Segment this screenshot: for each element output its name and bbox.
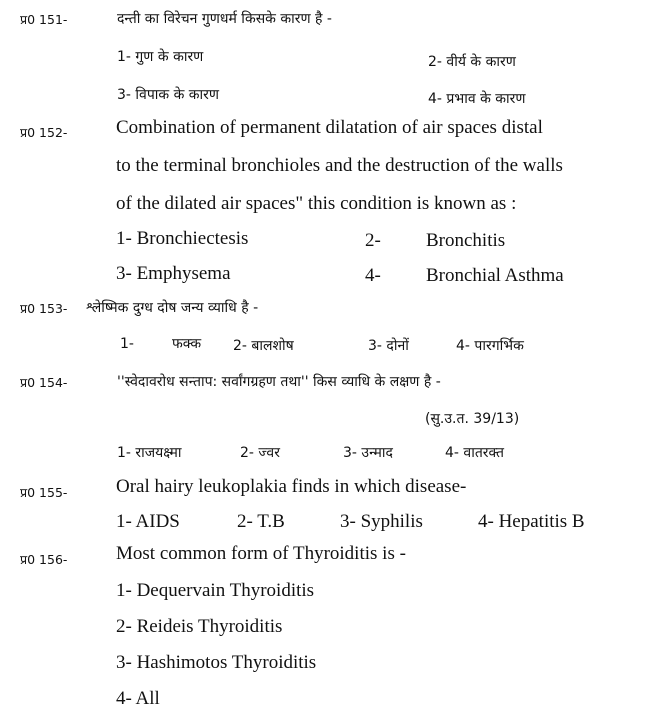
option-4: 4- पारगर्भिक: [456, 338, 524, 354]
option-3: 3- उन्माद: [343, 445, 393, 461]
option-3: 3- Syphilis: [340, 511, 423, 532]
option-2: 2- वीर्य के कारण: [428, 54, 516, 70]
option-2-label: Bronchitis: [426, 230, 506, 251]
option-1-number: 1-: [120, 336, 134, 352]
question-text: ''स्वेदावरोध सन्ताप: सर्वांगग्रहण तथा'' किस व्याधि के लक्षण है -: [117, 374, 441, 390]
question-text: दन्ती का विरेचन गुणधर्म किसके कारण है -: [117, 11, 332, 27]
option-3: 3- Hashimotos Thyroiditis: [116, 652, 317, 673]
option-4-label: Bronchial Asthma: [426, 265, 564, 286]
option-3: [116, 263, 231, 285]
question-number: प्र0 152-: [20, 125, 68, 140]
option-2: 2- Reideis Thyroiditis: [116, 616, 283, 637]
question-text-line-3: of the dilated air spaces" this condition is known as :: [116, 193, 517, 214]
option-4-number: 4-: [365, 265, 381, 286]
question-number: प्र0 154-: [20, 375, 68, 390]
option-2: 2- बालशोष: [233, 338, 294, 354]
option-number: 1-: [116, 228, 132, 249]
option-2: 2- ज्वर: [240, 445, 280, 461]
question-number: प्र0 156-: [20, 552, 68, 567]
option-label: Bronchiectesis: [136, 228, 249, 249]
option-4: 4- वातरक्त: [445, 445, 505, 461]
option-number: 3-: [116, 263, 132, 284]
option-1: 1- Dequervain Thyroiditis: [116, 580, 315, 601]
option-4: 4- Hepatitis B: [478, 511, 585, 532]
option-1-label: फक्क: [172, 336, 202, 352]
option-3: 3- विपाक के कारण: [117, 87, 220, 103]
option-label: Emphysema: [136, 263, 231, 284]
question-text: Oral hairy leukoplakia finds in which disease-: [116, 476, 467, 497]
question-number: प्र0 153-: [20, 301, 68, 316]
question-text-line-1: Combination of permanent dilatation of air spaces distal: [116, 117, 543, 138]
option-2-number: 2-: [365, 230, 381, 251]
question-text: Most common form of Thyroiditis is -: [116, 543, 406, 564]
question-number: प्र0 155-: [20, 485, 68, 500]
reference: (सु.उ.त. 39/13): [425, 411, 520, 427]
question-text: श्लेष्मिक दुग्ध दोष जन्य व्याधि है -: [86, 300, 259, 316]
option-3: 3- दोनों: [368, 338, 409, 354]
option-2: 2- T.B: [237, 511, 285, 532]
option-1: 1- गुण के कारण: [117, 49, 204, 65]
option-4: 4- All: [116, 688, 160, 709]
option-1: 1- AIDS: [116, 511, 180, 532]
option-4: 4- प्रभाव के कारण: [428, 91, 526, 107]
option-1: [116, 228, 248, 250]
question-number: प्र0 151-: [20, 12, 68, 27]
option-1: 1- राजयक्ष्मा: [117, 445, 182, 461]
question-text-line-2: to the terminal bronchioles and the destruction of the walls: [116, 155, 563, 176]
